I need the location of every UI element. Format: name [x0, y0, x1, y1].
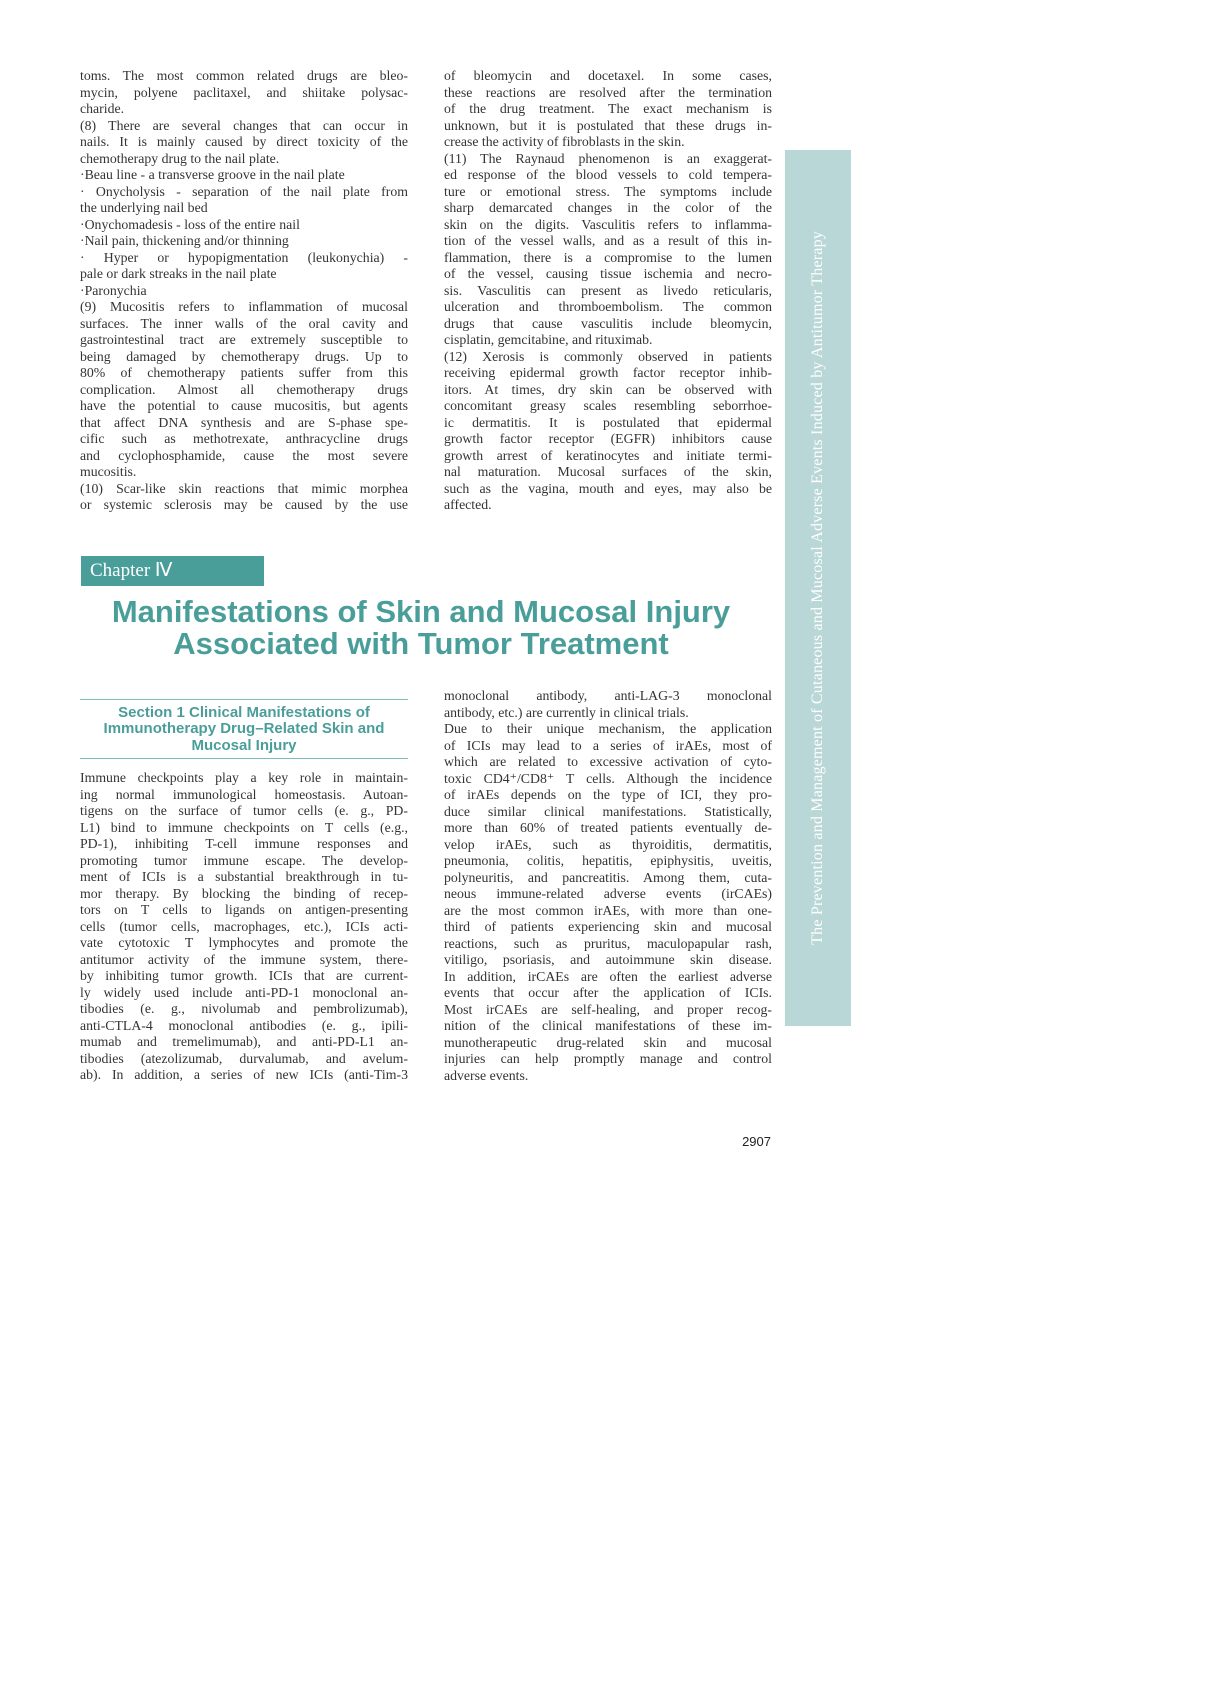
text-line: (8) There are several changes that can occur in — [80, 117, 408, 133]
text-line: duce similar clinical manifestations. Statistically, — [444, 803, 772, 819]
text-line: polyneuritis, and pancreatitis. Among them, cuta- — [444, 869, 772, 885]
text-line: tigens on the surface of tumor cells (e. g., PD- — [80, 803, 408, 818]
text-line: ing normal immunological homeostasis. Autoan- — [80, 786, 408, 802]
text-line: sis. Vasculitis can present as livedo reticularis, — [444, 282, 772, 298]
text-line: pale or dark streaks in the nail plate — [80, 266, 277, 281]
text-line: of irAEs depends on the type of ICI, they pro- — [444, 787, 772, 802]
paragraph — [80, 481, 408, 514]
chapter-title-line: Associated with Tumor Treatment — [173, 626, 669, 661]
text-line: tibodies (e. g., nivolumab and pembrolizumab), — [80, 1001, 408, 1016]
paragraph — [80, 217, 408, 234]
text-line: or systemic sclerosis may be caused by the use — [80, 497, 408, 512]
text-line: sharp demarcated changes in the color of the — [444, 200, 772, 215]
text-line: surfaces. The inner walls of the oral cavity and — [80, 315, 408, 331]
paragraph — [80, 184, 408, 217]
section-heading-line: Section 1 Clinical Manifestations of — [118, 704, 370, 721]
text-column-top-left — [80, 68, 408, 514]
text-line: of the drug treatment. The exact mechanism is — [444, 101, 772, 116]
text-line: tors on T cells to ligands on antigen-presenting — [80, 902, 408, 917]
text-line: (9) Mucositis refers to inflammation of mucosal — [80, 299, 408, 314]
text-line: skin on the digits. Vasculitis refers to inflamma- — [444, 216, 772, 232]
text-line: velop irAEs, such as thyroiditis, dermatitis, — [444, 836, 772, 852]
text-line: Most irCAEs are self-healing, and proper recog- — [444, 1001, 772, 1017]
text-line: monoclonal antibody, anti-LAG-3 monoclonal — [444, 688, 772, 703]
text-line: growth factor receptor (EGFR) inhibitors cause — [444, 431, 772, 446]
text-line: munotherapeutic drug-related skin and mucosal — [444, 1034, 772, 1050]
chapter-title-line: Manifestations of Skin and Mucosal Injury — [111, 594, 731, 629]
text-line: toxic CD4⁺/CD8⁺ T cells. Although the incidence — [444, 770, 772, 786]
text-line: antibody, etc.) are currently in clinical trials. — [444, 704, 689, 720]
text-line: third of patients experiencing skin and mucosal — [444, 919, 772, 934]
text-line: of bleomycin and docetaxel. In some cases, — [444, 68, 772, 83]
text-line: toms. The most common related drugs are bleo- — [80, 68, 408, 83]
chapter-title — [80, 596, 762, 660]
text-line: ment of ICIs is a substantial breakthrough in tu- — [80, 869, 408, 884]
text-line: PD-1), inhibiting T-cell immune responses and — [80, 836, 408, 851]
text-line: nails. It is mainly caused by direct toxicity of the — [80, 134, 408, 149]
text-line: 80% of chemotherapy patients suffer from this — [80, 365, 408, 380]
text-line: being damaged by chemotherapy drugs. Up to — [80, 348, 408, 364]
text-line: chemotherapy drug to the nail plate. — [80, 150, 280, 166]
paragraph — [444, 68, 772, 151]
text-column-top-right — [444, 68, 772, 514]
paragraph — [80, 250, 408, 283]
text-line: ture or emotional stress. The symptoms include — [444, 183, 772, 199]
text-line: (10) Scar-like skin reactions that mimic morphea — [80, 480, 408, 496]
text-line: ·Paronychia — [80, 282, 147, 298]
text-line: vitiligo, psoriasis, and autoimmune skin disease. — [444, 952, 772, 967]
text-line: flammation, there is a compromise to the lumen — [444, 249, 772, 265]
text-line: adverse events. — [444, 1067, 529, 1083]
paragraph — [80, 167, 408, 184]
text-line: mycin, polyene paclitaxel, and shiitake polysac- — [80, 84, 408, 100]
text-line: tibodies (atezolizumab, durvalumab, and avelum- — [80, 1050, 408, 1066]
text-line: concomitant greasy scales resembling seborrhoe- — [444, 398, 772, 413]
text-line: charide. — [80, 101, 125, 116]
text-line: which are related to excessive activation of cyto- — [444, 754, 772, 769]
text-line: nition of the clinical manifestations of these im- — [444, 1018, 772, 1033]
text-line: crease the activity of fibroblasts in the skin. — [444, 134, 685, 149]
text-line: affected. — [444, 497, 492, 512]
text-line: (12) Xerosis is commonly observed in patients — [444, 348, 772, 364]
text-line: are the most common irAEs, with more than one- — [444, 902, 772, 918]
text-line: ·Onychomadesis - loss of the entire nail — [80, 216, 300, 232]
section-heading — [80, 699, 408, 759]
text-line: ab). In addition, a series of new ICIs (anti-Tim-3 — [80, 1067, 408, 1082]
text-line: more than 60% of treated patients eventually de- — [444, 820, 772, 835]
text-line: mor therapy. By blocking the binding of recep- — [80, 885, 408, 901]
text-line: Due to their unique mechanism, the application — [444, 721, 772, 736]
text-line: such as the vagina, mouth and eyes, may also be — [444, 480, 772, 496]
text-line: In addition, irCAEs are often the earliest adverse — [444, 968, 772, 984]
paragraph — [80, 68, 408, 118]
text-line: vate cytotoxic T lymphocytes and promote the — [80, 935, 408, 950]
text-line: ·Beau line - a transverse groove in the nail plate — [80, 167, 345, 182]
text-line: unknown, but it is postulated that these drugs in- — [444, 117, 772, 133]
paragraph — [80, 299, 408, 481]
text-line: neous immune-related adverse events (irCAEs) — [444, 886, 772, 901]
text-line: events that occur after the application of ICIs. — [444, 985, 772, 1000]
text-line: drugs that cause vasculitis include bleomycin, — [444, 315, 772, 331]
text-line: growth arrest of keratinocytes and initiate termi- — [444, 447, 772, 463]
section-heading-line: Mucosal Injury — [191, 736, 297, 754]
text-line: L1) bind to immune checkpoints on T cells (e.g., — [80, 819, 408, 835]
text-line: of ICIs may lead to a series of irAEs, most of — [444, 737, 772, 753]
text-line: nal maturation. Mucosal surfaces of the skin, — [444, 464, 772, 479]
paragraph — [444, 688, 772, 721]
text-line: ed response of the blood vessels to cold tempera- — [444, 167, 772, 182]
text-line: pneumonia, colitis, hepatitis, epiphysitis, uveitis, — [444, 853, 772, 868]
text-line: cells (tumor cells, macrophages, etc.), ICIs acti- — [80, 918, 408, 934]
page-number: 2907 — [742, 1134, 771, 1149]
text-line: antitumor activity of the immune system, there- — [80, 951, 408, 967]
paragraph — [80, 118, 408, 168]
text-line: cisplatin, gemcitabine, and rituximab. — [444, 332, 653, 347]
text-line: of the vessel, causing tissue ischemia and necro- — [444, 266, 772, 281]
text-line: that affect DNA synthesis and are S-phase spe- — [80, 414, 408, 430]
text-line: Immune checkpoints play a key role in maintain- — [80, 770, 408, 785]
chapter-label: Chapter Ⅳ — [81, 556, 264, 586]
text-column-bottom-right — [444, 688, 772, 1084]
text-line: injuries can help promptly manage and control — [444, 1051, 772, 1066]
running-title-sidebar — [785, 150, 851, 1026]
text-line: and cyclophosphamide, cause the most severe — [80, 447, 408, 463]
text-line: have the potential to cause mucositis, but agents — [80, 398, 408, 413]
text-line: (11) The Raynaud phenomenon is an exaggerat- — [444, 150, 772, 166]
paragraph — [80, 283, 408, 300]
text-line: the underlying nail bed — [80, 200, 208, 215]
paragraph — [80, 233, 408, 250]
text-line: ly widely used include anti-PD-1 monoclonal an- — [80, 984, 408, 1000]
text-line: promoting tumor immune escape. The develop- — [80, 852, 408, 868]
text-line: mumab and tremelimumab), and anti-PD-L1 an- — [80, 1034, 408, 1049]
text-line: cific such as methotrexate, anthracycline drugs — [80, 431, 408, 446]
text-line: receiving epidermal growth factor receptor inhib- — [444, 365, 772, 380]
text-line: complication. Almost all chemotherapy drugs — [80, 381, 408, 397]
section-heading-line: Immunotherapy Drug–Related Skin and — [103, 720, 385, 738]
text-line: gastrointestinal tract are extremely susceptible to — [80, 332, 408, 347]
paragraph — [444, 721, 772, 1084]
text-line: · Onycholysis - separation of the nail plate from — [80, 183, 408, 199]
text-line: mucositis. — [80, 464, 137, 479]
paragraph — [444, 151, 772, 349]
text-line: reactions, such as pruritus, maculopapular rash, — [444, 935, 772, 951]
text-line: ulceration and thromboembolism. The common — [444, 299, 772, 314]
text-line: anti-CTLA-4 monoclonal antibodies (e. g., ipili- — [80, 1017, 408, 1033]
text-line: itors. At times, dry skin can be observed with — [444, 381, 772, 397]
paragraph — [80, 770, 408, 1084]
text-line: ic dermatitis. It is postulated that epidermal — [444, 414, 772, 430]
text-line: these reactions are resolved after the termination — [444, 84, 772, 100]
paragraph — [444, 349, 772, 514]
text-line: ·Nail pain, thickening and/or thinning — [80, 233, 289, 248]
text-line: · Hyper or hypopigmentation (leukonychia) - — [80, 249, 408, 265]
running-title: The Prevention and Management of Cutaneous and Mucosal Adverse Events Induced by Antitumor Therapy — [809, 231, 826, 945]
text-line: by inhibiting tumor growth. ICIs that are current- — [80, 968, 408, 983]
text-column-bottom-left — [80, 770, 408, 1084]
text-line: tion of the vessel walls, and as a result of this in- — [444, 233, 772, 248]
